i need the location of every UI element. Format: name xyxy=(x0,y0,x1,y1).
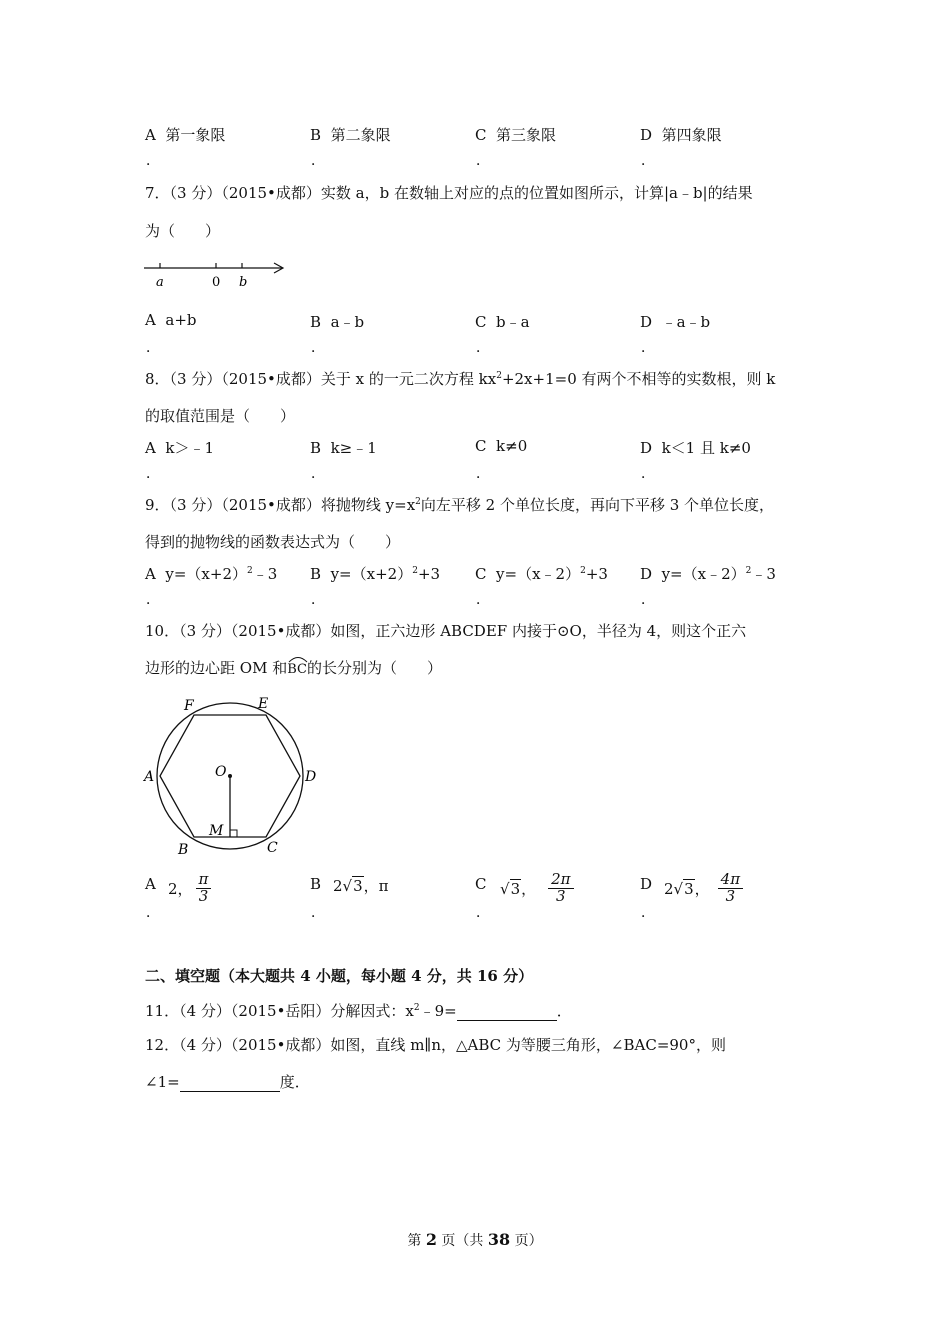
dot: ． xyxy=(311,340,325,356)
q9-option-a: A $y=(x+2)^2﹣3$ xyxy=(145,565,278,583)
page-total: 38 xyxy=(487,1230,511,1249)
q6-option-c: C 第三象限 xyxy=(475,126,557,144)
q7-line1: 7．（3 分）（2015•成都）实数 a，b 在数轴上对应的点的位置如图所示，计算|a﹣b|的结果 xyxy=(145,184,753,202)
page-number: 2 xyxy=(425,1230,437,1249)
q9-option-b: B $y=(x+2)^2+3$ xyxy=(310,565,441,583)
arc-symbol xyxy=(287,653,309,663)
q9-line1: 9．（3 分）（2015•成都）将抛物线 $y=x^2$向左平移 2 个单位长度，再向下平移 3 个单位长度， xyxy=(145,496,775,514)
q7-option-c: C b﹣a xyxy=(475,313,530,331)
q7-option-d: D ﹣a﹣b xyxy=(640,313,711,331)
page-footer: 第 2 页（共 38 页） xyxy=(407,1230,543,1249)
dot: ． xyxy=(311,592,325,608)
right-angle-mark xyxy=(230,830,237,837)
dot: ． xyxy=(146,592,160,608)
label-c: C xyxy=(267,840,278,856)
dot: ． xyxy=(146,153,160,169)
hexagon-circle-figure xyxy=(140,690,330,860)
dot: ． xyxy=(311,905,325,921)
q10-option-a-letter: A xyxy=(145,875,156,893)
dot: ． xyxy=(476,905,490,921)
q10-option-b: 2√3，π xyxy=(333,877,389,895)
dot: ． xyxy=(641,340,655,356)
label-b: b xyxy=(239,275,248,290)
q7-line2: 为（ ） xyxy=(145,222,221,240)
dot: ． xyxy=(476,466,490,482)
q11-line: 11．（4 分）（2015•岳阳）分解因式：$x^2﹣9=$ ． xyxy=(145,1002,572,1020)
dot: ． xyxy=(146,340,160,356)
dot: ． xyxy=(641,466,655,482)
q10-line2: 边形的边心距 OM 和 BC的长分别为（ ） xyxy=(145,657,442,678)
dot: ． xyxy=(146,905,160,921)
label-a: a xyxy=(156,275,164,290)
q8-option-b: B k≥﹣1 xyxy=(310,439,377,457)
q9-option-d: D y=（x﹣2）$^2$﹣3 xyxy=(640,565,776,583)
q8-line2: 的取值范围是（ ） xyxy=(145,407,296,425)
q10-option-a: 2， $\frac{\pi}{3}$ xyxy=(168,872,211,905)
q6-option-b: B 第二象限 xyxy=(310,126,391,144)
section-2-title: 二、填空题（本大题共 4 小题，每小题 4 分，共 16 分） xyxy=(145,967,534,985)
q7-option-b: B a﹣b xyxy=(310,313,365,331)
label-d: D xyxy=(305,769,317,785)
arc-bc: BC xyxy=(287,659,307,677)
q10-option-b-letter: B xyxy=(310,875,322,893)
q8-line1: 8．（3 分）（2015•成都）关于 x 的一元二次方程 $kx^2+2x+1=0$ 有两个不相等的实数根，则 k xyxy=(145,370,776,388)
q6-option-a: A 第一象限 xyxy=(145,126,226,144)
q8-option-c: C k≠0 xyxy=(475,437,528,455)
dot: ． xyxy=(641,153,655,169)
label-zero: 0 xyxy=(212,275,221,290)
q7-option-a: A a+b xyxy=(145,311,197,329)
label-e: E xyxy=(258,696,269,712)
label-m: M xyxy=(209,823,224,839)
q12-line2: ∠1= 度． xyxy=(145,1073,310,1091)
q10-option-d: 2√3， $\frac{4\pi}{3}$ xyxy=(664,872,743,905)
q9-line2: 得到的抛物线的函数表达式为（ ） xyxy=(145,533,401,551)
dot: ． xyxy=(641,592,655,608)
number-line-figure xyxy=(140,258,290,292)
q12-answer-blank[interactable] xyxy=(180,1073,280,1092)
dot: ． xyxy=(476,340,490,356)
dot: ． xyxy=(311,153,325,169)
dot: ． xyxy=(311,466,325,482)
dot: ． xyxy=(476,592,490,608)
q12-line1: 12．（4 分）（2015•成都）如图，直线 m∥n，△ABC 为等腰三角形，∠BAC=90°，则 xyxy=(145,1036,726,1054)
dot: ． xyxy=(476,153,490,169)
q10-option-c: √3， $\frac{2\pi}{3}$ xyxy=(500,872,574,905)
center-point-o xyxy=(228,774,232,778)
q10-option-d-letter: D xyxy=(640,875,653,893)
q10-option-c-letter: C xyxy=(475,875,487,893)
q8-option-a: A k＞﹣1 xyxy=(145,439,215,457)
label-o: O xyxy=(215,764,227,780)
label-b: B xyxy=(178,842,189,858)
label-f: F xyxy=(184,698,194,714)
q9-option-c: C y=（x﹣2）$^2$+3 xyxy=(475,565,608,583)
dot: ． xyxy=(641,905,655,921)
dot: ． xyxy=(146,466,160,482)
q8-option-d: D k＜1 且 k≠0 xyxy=(640,439,751,457)
label-a: A xyxy=(144,769,155,785)
q10-line1: 10．（3 分）（2015•成都）如图，正六边形 ABCDEF 内接于⊙O，半径为 4，则这个正六 xyxy=(145,622,747,640)
q11-answer-blank[interactable] xyxy=(457,1002,557,1021)
q6-option-d: D 第四象限 xyxy=(640,126,722,144)
